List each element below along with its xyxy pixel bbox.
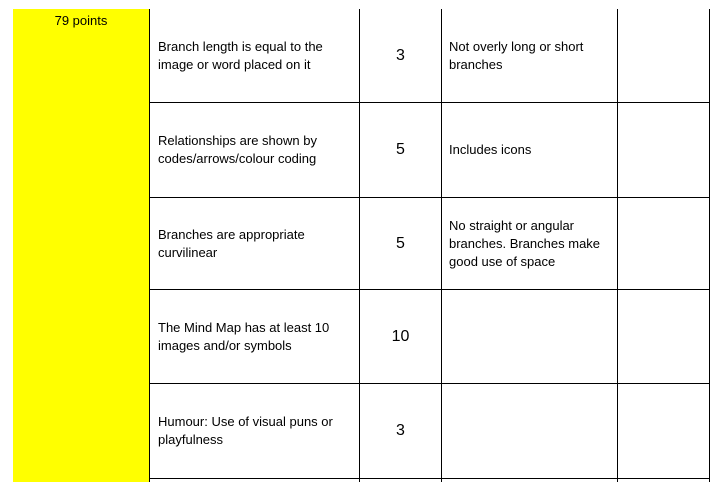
- points-total-label: 79 points: [54, 13, 108, 28]
- comment-cell: No straight or angular branches. Branches make good use of space: [449, 217, 601, 269]
- criterion-cell: Relationships are shown by codes/arrows/colour coding: [158, 133, 317, 166]
- criterion-cell: Branch length is equal to the image or word placed on it: [158, 39, 323, 72]
- points-cell: 3: [396, 47, 405, 64]
- comment-cell: [449, 290, 619, 383]
- grid-line-horizontal: [149, 478, 709, 479]
- table-row: [149, 198, 709, 289]
- comment-cell: Not overly long or short branches: [449, 39, 584, 72]
- criterion-cell: Branches are appropriate curvilinear: [158, 226, 305, 260]
- points-cell: 5: [396, 141, 405, 158]
- comment-cell: Includes icons: [449, 142, 532, 157]
- comment-cell: [449, 384, 619, 478]
- grid-line-vertical: [709, 9, 710, 482]
- criterion-cell: Humour: Use of visual puns or playfulness: [158, 414, 333, 447]
- points-cell: 3: [396, 422, 405, 439]
- points-cell: 5: [396, 234, 405, 252]
- points-cell: 10: [391, 327, 410, 345]
- table-row: [149, 103, 709, 197]
- criterion-cell: The Mind Map has at least 10 images and/or symbols: [158, 319, 330, 353]
- table-row: [149, 384, 709, 478]
- table-row: [149, 10, 709, 102]
- table-row: [149, 290, 709, 383]
- points-total-column: [13, 9, 149, 482]
